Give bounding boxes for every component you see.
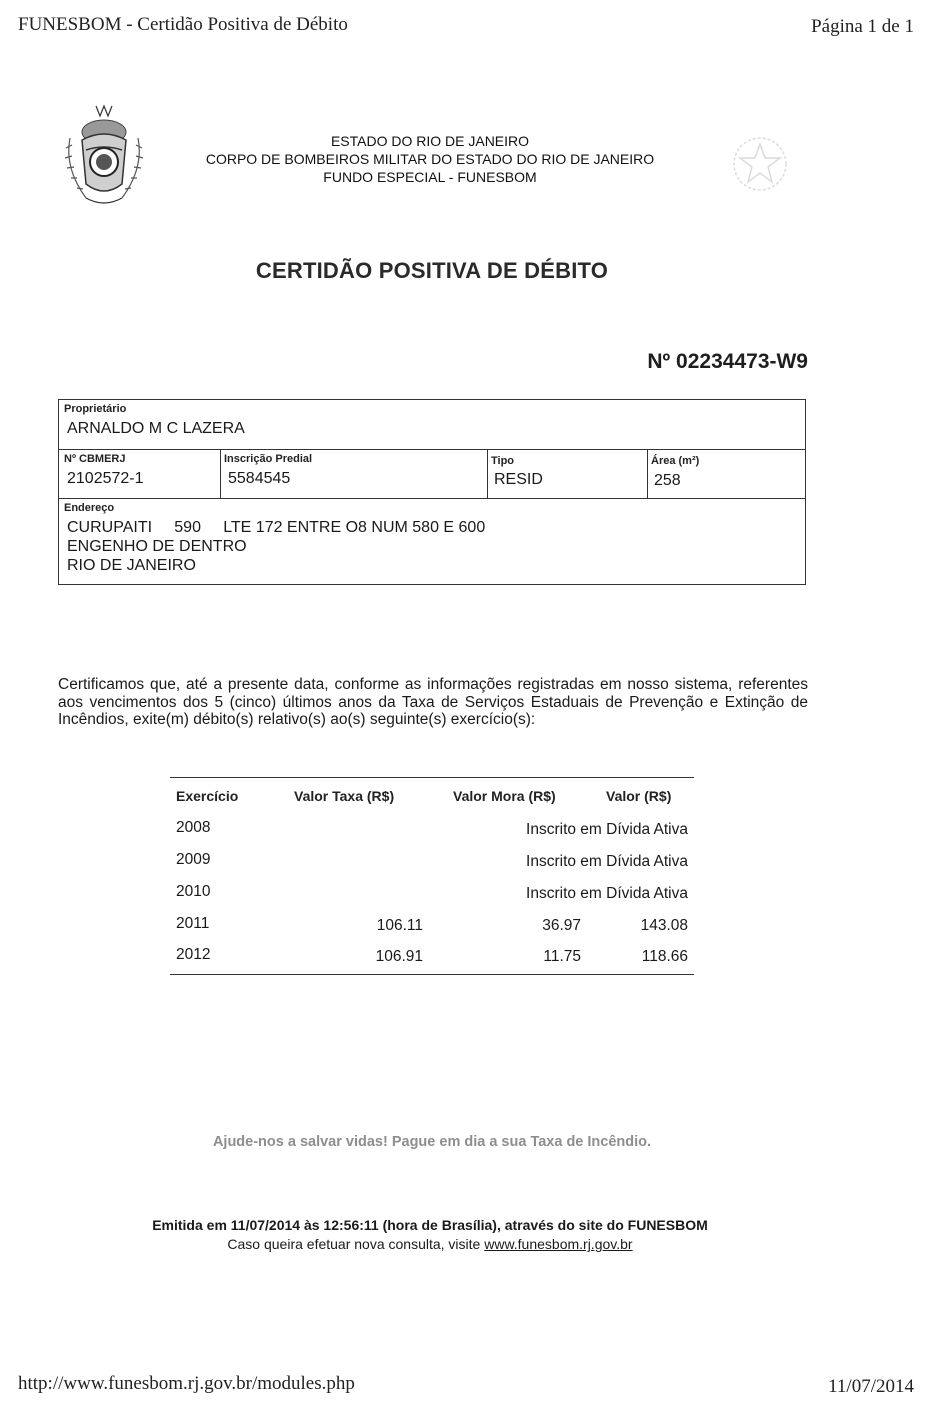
- table-row-mora: 36.97: [542, 917, 581, 934]
- print-footer-date: 11/07/2014: [828, 1376, 914, 1397]
- address-line-street: CURUPAITI 590 LTE 172 ENTRE O8 NUM 580 E 600: [67, 519, 486, 536]
- inscricao-value: 5584545: [228, 470, 291, 487]
- funesbom-site-link[interactable]: www.funesbom.rj.gov.br: [484, 1236, 633, 1252]
- institution-line-corps: CORPO DE BOMBEIROS MILITAR DO ESTADO DO RIO DE JANEIRO: [205, 151, 655, 167]
- table-row-taxa: 106.11: [376, 917, 423, 934]
- table-row-note: Inscrito em Dívida Ativa: [526, 821, 688, 838]
- document-title: CERTIDÃO POSITIVA DE DÉBITO: [255, 258, 609, 283]
- table-row-exercicio: 2012: [176, 946, 211, 963]
- consult-info: [80, 1236, 780, 1252]
- table-row-exercicio: 2008: [176, 819, 211, 836]
- document-number: Nº 02234473-W9: [647, 350, 808, 373]
- address-label: Endereço: [64, 502, 115, 514]
- table-row-taxa: 106.91: [375, 948, 423, 965]
- owner-value: ARNALDO M C LAZERA: [67, 420, 245, 437]
- cbmerj-value: 2102572-1: [67, 470, 144, 487]
- certification-paragraph: Certificamos que, até a presente data, conforme as informações registradas em nosso sistema, referentes aos vencimentos dos 5 (cinco) últimos anos da Taxa de Serviços Estaduais de Prevenção e Extinção de Incêndios, exite(m) débito(s) relativo(s) ao(s) seguinte(s) exercício(s):: [58, 676, 808, 728]
- emission-info: Emitida em 11/07/2014 às 12:56:11 (hora de Brasília), através do site do FUNESBOM: [152, 1217, 708, 1233]
- tipo-value: RESID: [494, 471, 543, 488]
- table-row-exercicio: 2009: [176, 851, 211, 868]
- print-footer-url: http://www.funesbom.rj.gov.br/modules.php: [18, 1373, 355, 1394]
- area-value: 258: [654, 472, 681, 489]
- consult-text: Caso queira efetuar nova consulta, visite: [227, 1236, 485, 1252]
- inscricao-label: Inscrição Predial: [224, 453, 313, 465]
- print-header-page: Página 1 de 1: [811, 16, 914, 37]
- institution-header: [150, 132, 710, 186]
- print-header-title: FUNESBOM - Certidão Positiva de Débito: [18, 14, 348, 35]
- col-header-taxa: Valor Taxa (R$): [294, 788, 395, 804]
- table-row-mora: 11.75: [543, 948, 581, 965]
- slogan: Ajude-nos a salvar vidas! Pague em dia a sua Taxa de Incêndio.: [212, 1134, 652, 1150]
- cbmerj-label: Nº CBMERJ: [64, 453, 126, 465]
- table-row-valor: 143.08: [640, 917, 688, 934]
- col-header-mora: Valor Mora (R$): [453, 788, 556, 804]
- tipo-label: Tipo: [491, 455, 515, 467]
- institution-line-state: ESTADO DO RIO DE JANEIRO: [330, 133, 530, 149]
- col-header-exercicio: Exercício: [176, 788, 239, 804]
- property-info-box: [58, 399, 806, 585]
- table-row-valor: 118.66: [641, 948, 688, 965]
- institution-line-fund: FUNDO ESPECIAL - FUNESBOM: [323, 169, 537, 185]
- table-row-note: Inscrito em Dívida Ativa: [526, 885, 688, 902]
- star-seal-icon: [730, 132, 790, 196]
- address-line-city: RIO DE JANEIRO: [67, 557, 196, 574]
- coat-of-arms-icon: [56, 98, 152, 214]
- address-line-district: ENGENHO DE DENTRO: [67, 538, 247, 555]
- table-row-exercicio: 2010: [176, 883, 211, 900]
- table-row-note: Inscrito em Dívida Ativa: [526, 853, 688, 870]
- col-header-valor: Valor (R$): [606, 788, 672, 804]
- area-label: Área (m²): [651, 455, 700, 467]
- owner-label: Proprietário: [64, 403, 127, 415]
- table-row-exercicio: 2011: [176, 915, 210, 932]
